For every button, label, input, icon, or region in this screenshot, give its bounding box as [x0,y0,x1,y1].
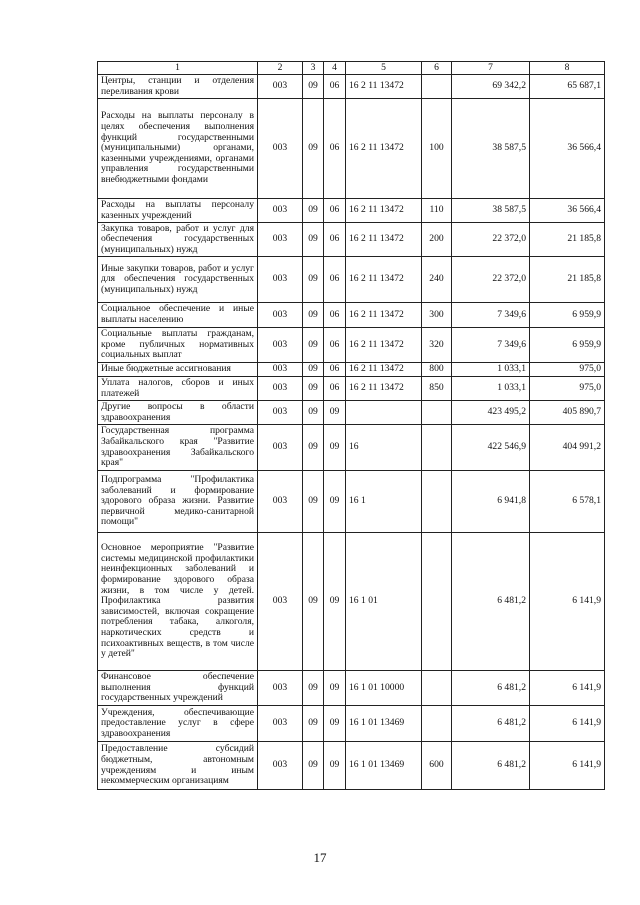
row-expense-type [422,75,452,99]
row-expense-type: 300 [422,303,452,328]
row-target-article: 16 2 11 13472 [346,303,422,328]
row-subsection: 06 [324,199,346,223]
row-admin-code: 003 [258,533,303,671]
row-amount-1: 22 372,0 [452,223,530,257]
row-target-article: 16 2 11 13472 [346,328,422,363]
row-target-article: 16 2 11 13472 [346,377,422,401]
row-name: Другие вопросы в области здравоохранения [98,401,258,425]
row-section: 09 [303,706,324,742]
row-subsection: 09 [324,671,346,706]
row-section: 09 [303,471,324,533]
table-row [98,99,605,199]
row-expense-type: 320 [422,328,452,363]
row-section: 09 [303,533,324,671]
row-section: 09 [303,742,324,790]
row-section: 09 [303,257,324,303]
row-expense-type: 800 [422,363,452,377]
row-subsection: 09 [324,742,346,790]
row-amount-1: 22 372,0 [452,257,530,303]
table-row [98,363,605,377]
table-row [98,257,605,303]
row-target-article: 16 1 01 [346,533,422,671]
row-admin-code: 003 [258,199,303,223]
row-amount-1: 6 481,2 [452,533,530,671]
row-admin-code: 003 [258,671,303,706]
row-subsection: 06 [324,377,346,401]
row-section: 09 [303,363,324,377]
row-amount-2: 6 141,9 [530,671,605,706]
table-row [98,303,605,328]
row-amount-2: 404 991,2 [530,425,605,471]
row-expense-type: 200 [422,223,452,257]
table-row [98,223,605,257]
row-expense-type [422,471,452,533]
row-admin-code: 003 [258,99,303,199]
row-target-article [346,401,422,425]
row-subsection: 06 [324,75,346,99]
table-row [98,401,605,425]
row-amount-2: 6 959,9 [530,303,605,328]
row-admin-code: 003 [258,471,303,533]
row-subsection: 06 [324,303,346,328]
row-target-article: 16 1 [346,471,422,533]
row-subsection: 09 [324,401,346,425]
row-amount-2: 36 566,4 [530,199,605,223]
header-col-6: 6 [422,62,452,75]
row-subsection: 06 [324,99,346,199]
row-admin-code: 003 [258,425,303,471]
row-expense-type [422,671,452,706]
row-amount-1: 38 587,5 [452,99,530,199]
row-target-article: 16 [346,425,422,471]
row-admin-code: 003 [258,257,303,303]
row-expense-type [422,706,452,742]
row-name: Финансовое обеспечение выполнения функций государственных учреждений [98,671,258,706]
row-section: 09 [303,99,324,199]
table-row [98,533,605,671]
row-admin-code: 003 [258,401,303,425]
row-section: 09 [303,671,324,706]
row-name: Основное мероприятие "Развитие системы медицинской профилактики неинфекционных заболеваний и формирование здорового образа жизни, в том числе у детей. Профилактика развития зависимостей, включая сокращение потребления табака, алкоголя, наркотических средств и психоактивных веществ, в том числе у детей" [98,533,258,671]
row-amount-2: 6 578,1 [530,471,605,533]
row-name: Уплата налогов, сборов и иных платежей [98,377,258,401]
row-subsection: 09 [324,471,346,533]
table-row [98,471,605,533]
row-expense-type: 100 [422,99,452,199]
row-amount-2: 65 687,1 [530,75,605,99]
row-name: Расходы на выплаты персоналу казенных учреждений [98,199,258,223]
row-section: 09 [303,377,324,401]
row-amount-2: 6 141,9 [530,533,605,671]
row-name: Подпрограмма "Профилактика заболеваний и формирование здорового образа жизни. Развитие первичной медико-санитарной помощи" [98,471,258,533]
row-section: 09 [303,75,324,99]
row-amount-1: 7 349,6 [452,303,530,328]
row-amount-1: 423 495,2 [452,401,530,425]
row-subsection: 06 [324,257,346,303]
row-target-article: 16 2 11 13472 [346,199,422,223]
row-expense-type: 110 [422,199,452,223]
row-target-article: 16 2 11 13472 [346,99,422,199]
row-expense-type: 850 [422,377,452,401]
row-subsection: 09 [324,706,346,742]
row-name: Учреждения, обеспечивающие предоставление услуг в сфере здравоохранения [98,706,258,742]
row-target-article: 16 2 11 13472 [346,257,422,303]
row-name: Закупка товаров, работ и услуг для обеспечения государственных (муниципальных) нужд [98,223,258,257]
row-subsection: 06 [324,223,346,257]
row-section: 09 [303,199,324,223]
row-amount-1: 7 349,6 [452,328,530,363]
row-amount-2: 6 141,9 [530,706,605,742]
row-subsection: 06 [324,363,346,377]
row-subsection: 06 [324,328,346,363]
row-section: 09 [303,223,324,257]
row-expense-type [422,533,452,671]
row-section: 09 [303,328,324,363]
row-name: Государственная программа Забайкальского края "Развитие здравоохранения Забайкальского края" [98,425,258,471]
row-amount-2: 6 959,9 [530,328,605,363]
row-amount-1: 6 481,2 [452,706,530,742]
table-row [98,425,605,471]
row-amount-2: 405 890,7 [530,401,605,425]
row-amount-1: 6 481,2 [452,671,530,706]
table-row [98,742,605,790]
header-col-4: 4 [324,62,346,75]
page-number: 17 [313,850,327,865]
row-amount-1: 6 481,2 [452,742,530,790]
row-subsection: 09 [324,533,346,671]
row-amount-2: 6 141,9 [530,742,605,790]
row-amount-2: 36 566,4 [530,99,605,199]
row-admin-code: 003 [258,377,303,401]
row-admin-code: 003 [258,223,303,257]
row-target-article: 16 2 11 13472 [346,223,422,257]
row-amount-2: 21 185,8 [530,257,605,303]
row-target-article: 16 1 01 13469 [346,706,422,742]
row-name: Предоставление субсидий бюджетным, автономным учреждениям и иным некоммерческим организациям [98,742,258,790]
header-col-3: 3 [303,62,324,75]
row-amount-1: 69 342,2 [452,75,530,99]
row-target-article: 16 2 11 13472 [346,363,422,377]
row-admin-code: 003 [258,706,303,742]
table-row [98,377,605,401]
header-col-1: 1 [98,62,258,75]
row-target-article: 16 1 01 10000 [346,671,422,706]
row-section: 09 [303,303,324,328]
row-expense-type: 600 [422,742,452,790]
row-amount-2: 975,0 [530,377,605,401]
row-admin-code: 003 [258,303,303,328]
row-name: Социальные выплаты гражданам, кроме публичных нормативных социальных выплат [98,328,258,363]
row-section: 09 [303,401,324,425]
row-amount-1: 1 033,1 [452,363,530,377]
row-subsection: 09 [324,425,346,471]
row-name: Социальное обеспечение и иные выплаты населению [98,303,258,328]
row-target-article: 16 1 01 13469 [346,742,422,790]
row-name: Иные закупки товаров, работ и услуг для обеспечения государственных (муниципальных) нужд [98,257,258,303]
row-admin-code: 003 [258,75,303,99]
row-amount-1: 38 587,5 [452,199,530,223]
row-name: Центры, станции и отделения переливания крови [98,75,258,99]
row-amount-2: 21 185,8 [530,223,605,257]
budget-table [97,61,605,790]
table-row [98,328,605,363]
row-expense-type: 240 [422,257,452,303]
row-expense-type [422,425,452,471]
row-admin-code: 003 [258,328,303,363]
header-col-8: 8 [530,62,605,75]
row-amount-1: 1 033,1 [452,377,530,401]
header-col-7: 7 [452,62,530,75]
table-row [98,671,605,706]
table-header-row [98,62,605,75]
table-row [98,199,605,223]
row-target-article: 16 2 11 13472 [346,75,422,99]
table-row [98,75,605,99]
row-expense-type [422,401,452,425]
table-row [98,706,605,742]
row-admin-code: 003 [258,363,303,377]
row-amount-1: 422 546,9 [452,425,530,471]
header-col-5: 5 [346,62,422,75]
row-amount-1: 6 941,8 [452,471,530,533]
row-section: 09 [303,425,324,471]
row-name: Расходы на выплаты персоналу в целях обеспечения выполнения функций государственными (муниципальными) органами, казенными учреждениями, органами управления государственными внебюджетными фондами [98,99,258,199]
row-name: Иные бюджетные ассигнования [98,363,258,377]
row-amount-2: 975,0 [530,363,605,377]
header-col-2: 2 [258,62,303,75]
row-admin-code: 003 [258,742,303,790]
